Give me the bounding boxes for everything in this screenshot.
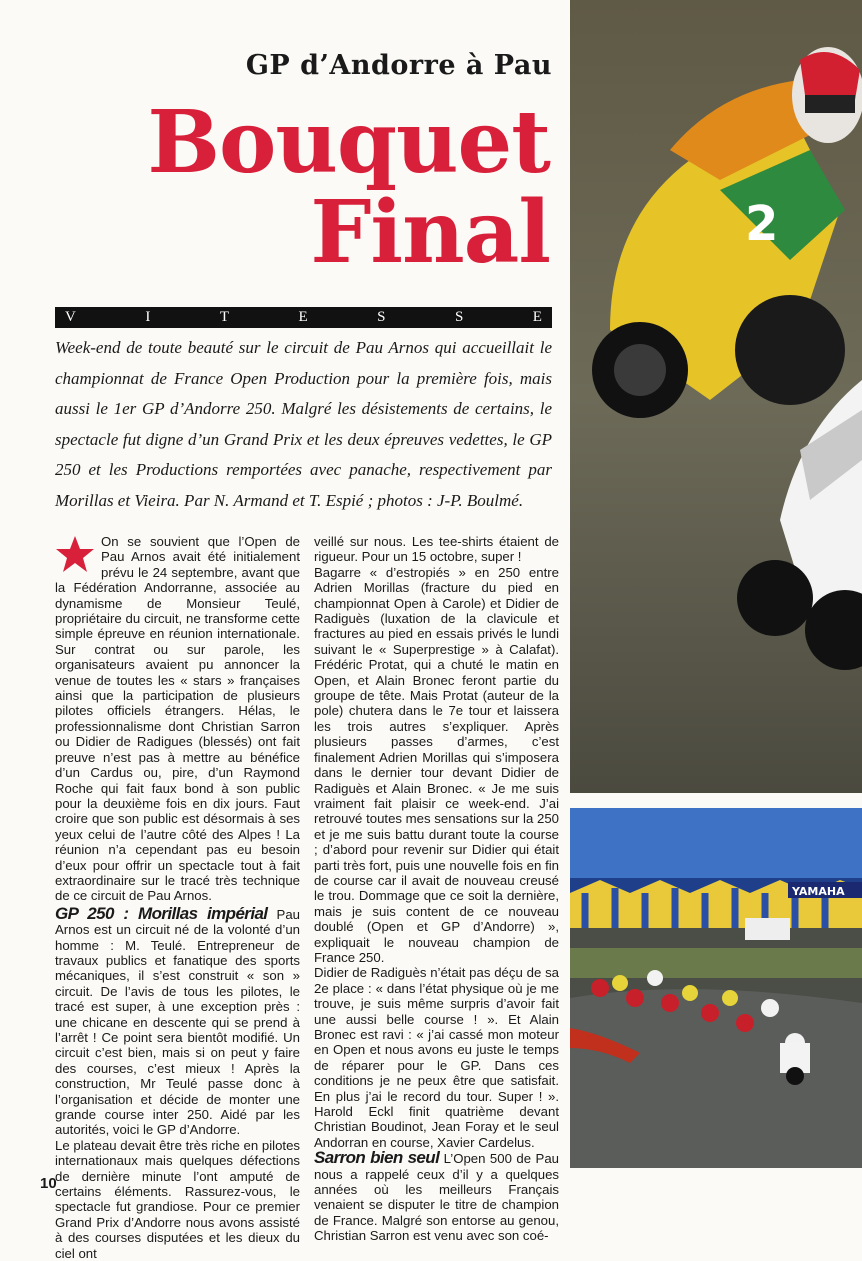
rubric-letter: T bbox=[219, 309, 229, 325]
banner-text: YAMAHA bbox=[792, 885, 845, 898]
rubric-letter: E bbox=[532, 309, 542, 325]
rubric-bar bbox=[55, 307, 552, 328]
text-column-2 bbox=[314, 534, 559, 1244]
body-paragraph bbox=[55, 903, 300, 1138]
lead-paragraph: Week-end de toute beauté sur le circuit de Pau Arnos qui accueillait le championnat de France Open Production pour la première fois, mais aussi le 1er GP d’Andorre 250. Malgré les désistements de certains, le spectacle fut digne d’un Grand Prix et les deux épreuves vedettes, le GP 250 et les Productions remportées avec panache, respectivement par Morillas et Vieira. Par N. Armand et T. Espié ; photos : J-P. Boulmé. bbox=[55, 338, 552, 510]
body-text: Pau Arnos est un circuit né de la volonté d’un homme : M. Teulé. Entrepreneur de travaux publics et fanatique des sports mécaniques, il s’est construit « son » circuit. De l’avis de tous les pilotes, le tracé est super, à une exception près : une chicane en descente qui se prend à l’arrêt ! Ce point sera bientôt modifié. Un circuit c’est bien, mais si on peut y faire des courses, c’est mieux ! Après la construction, Mr Teulé passe donc à l’organisation et décide de monter une grande course inter 250. Aidé par les autorités, voici le GP d’Andorre. bbox=[55, 906, 300, 1138]
body-text: L’Open 500 de Pau nous a rappelé ceux d’il y a quelques années où les meilleurs Français venaient se disputer le titre de champion de France. Malgré son entorse au genou, Christian Sarron est venu avec son coé- bbox=[314, 1151, 559, 1244]
text-column-1 bbox=[55, 534, 300, 1261]
headline-line-1: Bouquet bbox=[147, 92, 550, 193]
body-paragraph: On se souvient que l’Open de Pau Arnos avait été initialement prévu le 24 septembre, avant que la Fédération Andorranne, associée au dynamisme de Monsieur Teulé, propriétaire du circuit, ne transforme cette simple épreuve en réunion internationale. Sur contrat ou sur parole, les organisateurs avaient pu annoncer la venue de toutes les « stars » françaises ainsi que la participation de plusieurs pilotes officiels étrangers. Hélas, le professionnalisme dont Christian Sarron ou Didier de Radigues (blessés) ont fait preuve n’est pas à mettre au bénéfice d’un Cardus ou, pire, d’un Raymond Roche qui fait faux bond à son public pour la deuxième fois en dix jours. Faut croire que son public est désormais à ses yeux celui de l’autre côté des Alpes ! La réunion n’a cependant pas eu besoin d’eux pour offrir un spectacle tout à fait extraordinaire sur le tracé très technique de ce circuit de Pau Arnos. bbox=[55, 534, 300, 904]
rubric-letter: S bbox=[454, 309, 464, 325]
rubric-letter: V bbox=[65, 309, 76, 325]
body-paragraph bbox=[314, 1150, 559, 1243]
page-number: 10 bbox=[40, 1175, 57, 1192]
body-paragraph: Le plateau devait être très riche en pilotes internationaux mais quelques défections de dernière minute l’ont amputé de certains éléments. Rassurez-vous, le spectacle fut grandiose. Pour ce premier Grand Prix d’Andorre nous avons assisté à des courses disputées et les dieux du ciel ont bbox=[55, 1137, 300, 1261]
rubric-letter: I bbox=[145, 309, 151, 325]
headline bbox=[147, 92, 550, 283]
body-paragraph: Didier de Radiguès n’était pas déçu de sa 2e place : « dans l’état physique où je me trouve, je suis même surpris d’avoir fait une aussi belle course ! ». Et Alain Bronec est ravi : « j’ai cassé mon moteur en Open et nous avons eu juste le temps de réparer pour le GP. Dans ces conditions je ne peux être que satisfait. En plus j’ai le record du tour. Super ! ». Harold Eckl finit quatrième devant Christian Boudinot, Jean Foray et le seul Andorran en course, Xavier Cardelus. bbox=[314, 965, 559, 1150]
rubric-letter: E bbox=[298, 309, 308, 325]
body-paragraph: veillé sur nous. Les tee-shirts étaient de rigueur. Pour un 15 octobre, super ! bbox=[314, 534, 559, 565]
kicker: GP d’Andorre à Pau bbox=[245, 50, 552, 81]
subheading: Sarron bien seul bbox=[314, 1148, 440, 1168]
photo-race-start-pack bbox=[570, 808, 862, 1168]
body-paragraph: Bagarre « d’estropiés » en 250 entre Adrien Morillas (fracture du pied en championnat Open à Carole) et Didier de Radiguès (luxation de la clavicule et fractures au pied en essais privés le lundi suivant le « Superprestige » à Calafat). Frédéric Protat, qui a chuté le matin en Open, et Alain Bronec feront partie du groupe de tête. Mais Protat (auteur de la pole) chutera dans le 7e tour et laissera les trois autres s’expliquer. Après plusieurs passes d’armes, c’est finalement Adrien Morillas qui s’imposera dans le dernier tour devant Didier de Radiguès et Alain Bronec. « Je me suis vraiment fait plaisir ce week-end. J’ai retrouvé toutes mes sensations sur la 250 et je me suis battu durant toute la course ; d’abord pour revenir sur Didier qui était parti très fort, puis une nouvelle fois en fin de course car il avait de nouveau creusé le trou. Dommage que ce soit la dernière, mais je suis content de ce nouveau doublé (Open et GP d’Andorre) », expliquait le nouveau champion de France 250. bbox=[314, 564, 559, 965]
photo-racing-motorcycles bbox=[570, 0, 862, 793]
star-icon bbox=[55, 534, 95, 574]
headline-line-2: Final bbox=[310, 182, 550, 283]
bike-number: 2 bbox=[745, 196, 779, 252]
rubric-letter: S bbox=[377, 309, 386, 325]
subheading: GP 250 : Morillas impérial bbox=[55, 903, 268, 923]
